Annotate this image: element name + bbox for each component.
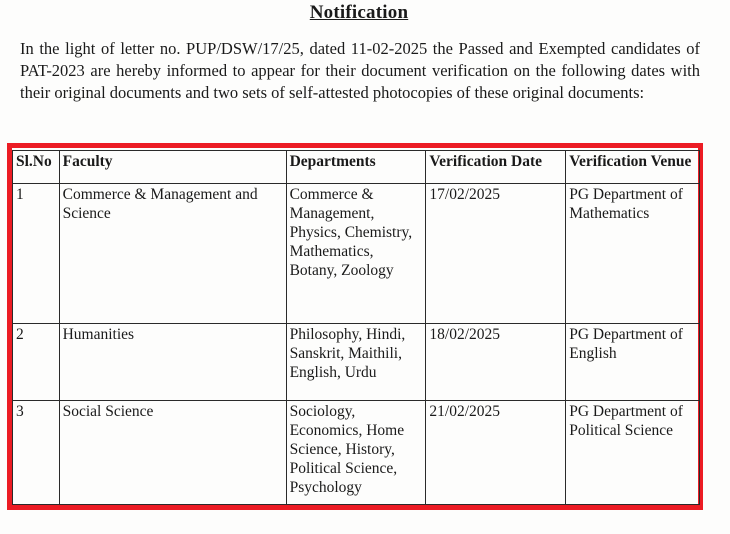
cell-verification-date: 18/02/2025 — [426, 324, 566, 401]
table-row — [13, 401, 700, 505]
cell-sl-no: 2 — [13, 324, 60, 401]
header-sl-no: Sl.No — [13, 151, 60, 184]
header-departments: Departments — [286, 151, 426, 184]
cell-verification-date: 21/02/2025 — [426, 401, 566, 505]
notification-paragraph: In the light of letter no. PUP/DSW/17/25, dated 11-02-2025 the Passed and Exempted candidates of PAT-2023 are hereby informed to appear for their document verification on the following dates with their original documents and two sets of self-attested photocopies of these original documents: — [20, 39, 700, 102]
cell-faculty: Commerce & Management and Science — [59, 184, 286, 324]
verification-schedule-table — [12, 150, 700, 505]
cell-departments: Commerce & Management, Physics, Chemistry, Mathematics, Botany, Zoology — [286, 184, 426, 324]
cell-faculty: Social Science — [59, 401, 286, 505]
header-verification-venue: Verification Venue — [566, 151, 700, 184]
cell-verification-venue: PG Department of Mathematics — [566, 184, 700, 324]
table-row — [13, 184, 700, 324]
cell-departments: Sociology, Economics, Home Science, History, Political Science, Psychology — [286, 401, 426, 505]
table-header-row — [13, 151, 700, 184]
cell-sl-no: 1 — [13, 184, 60, 324]
cell-verification-date: 17/02/2025 — [426, 184, 566, 324]
cell-faculty: Humanities — [59, 324, 286, 401]
cell-verification-venue: PG Department of Political Science — [566, 401, 700, 505]
notification-title: Notification — [309, 2, 409, 23]
table-row — [13, 324, 700, 401]
cell-sl-no: 3 — [13, 401, 60, 505]
cell-verification-venue: PG Department of English — [566, 324, 700, 401]
header-faculty: Faculty — [59, 151, 286, 184]
cell-departments: Philosophy, Hindi, Sanskrit, Maithili, English, Urdu — [286, 324, 426, 401]
header-verification-date: Verification Date — [426, 151, 566, 184]
